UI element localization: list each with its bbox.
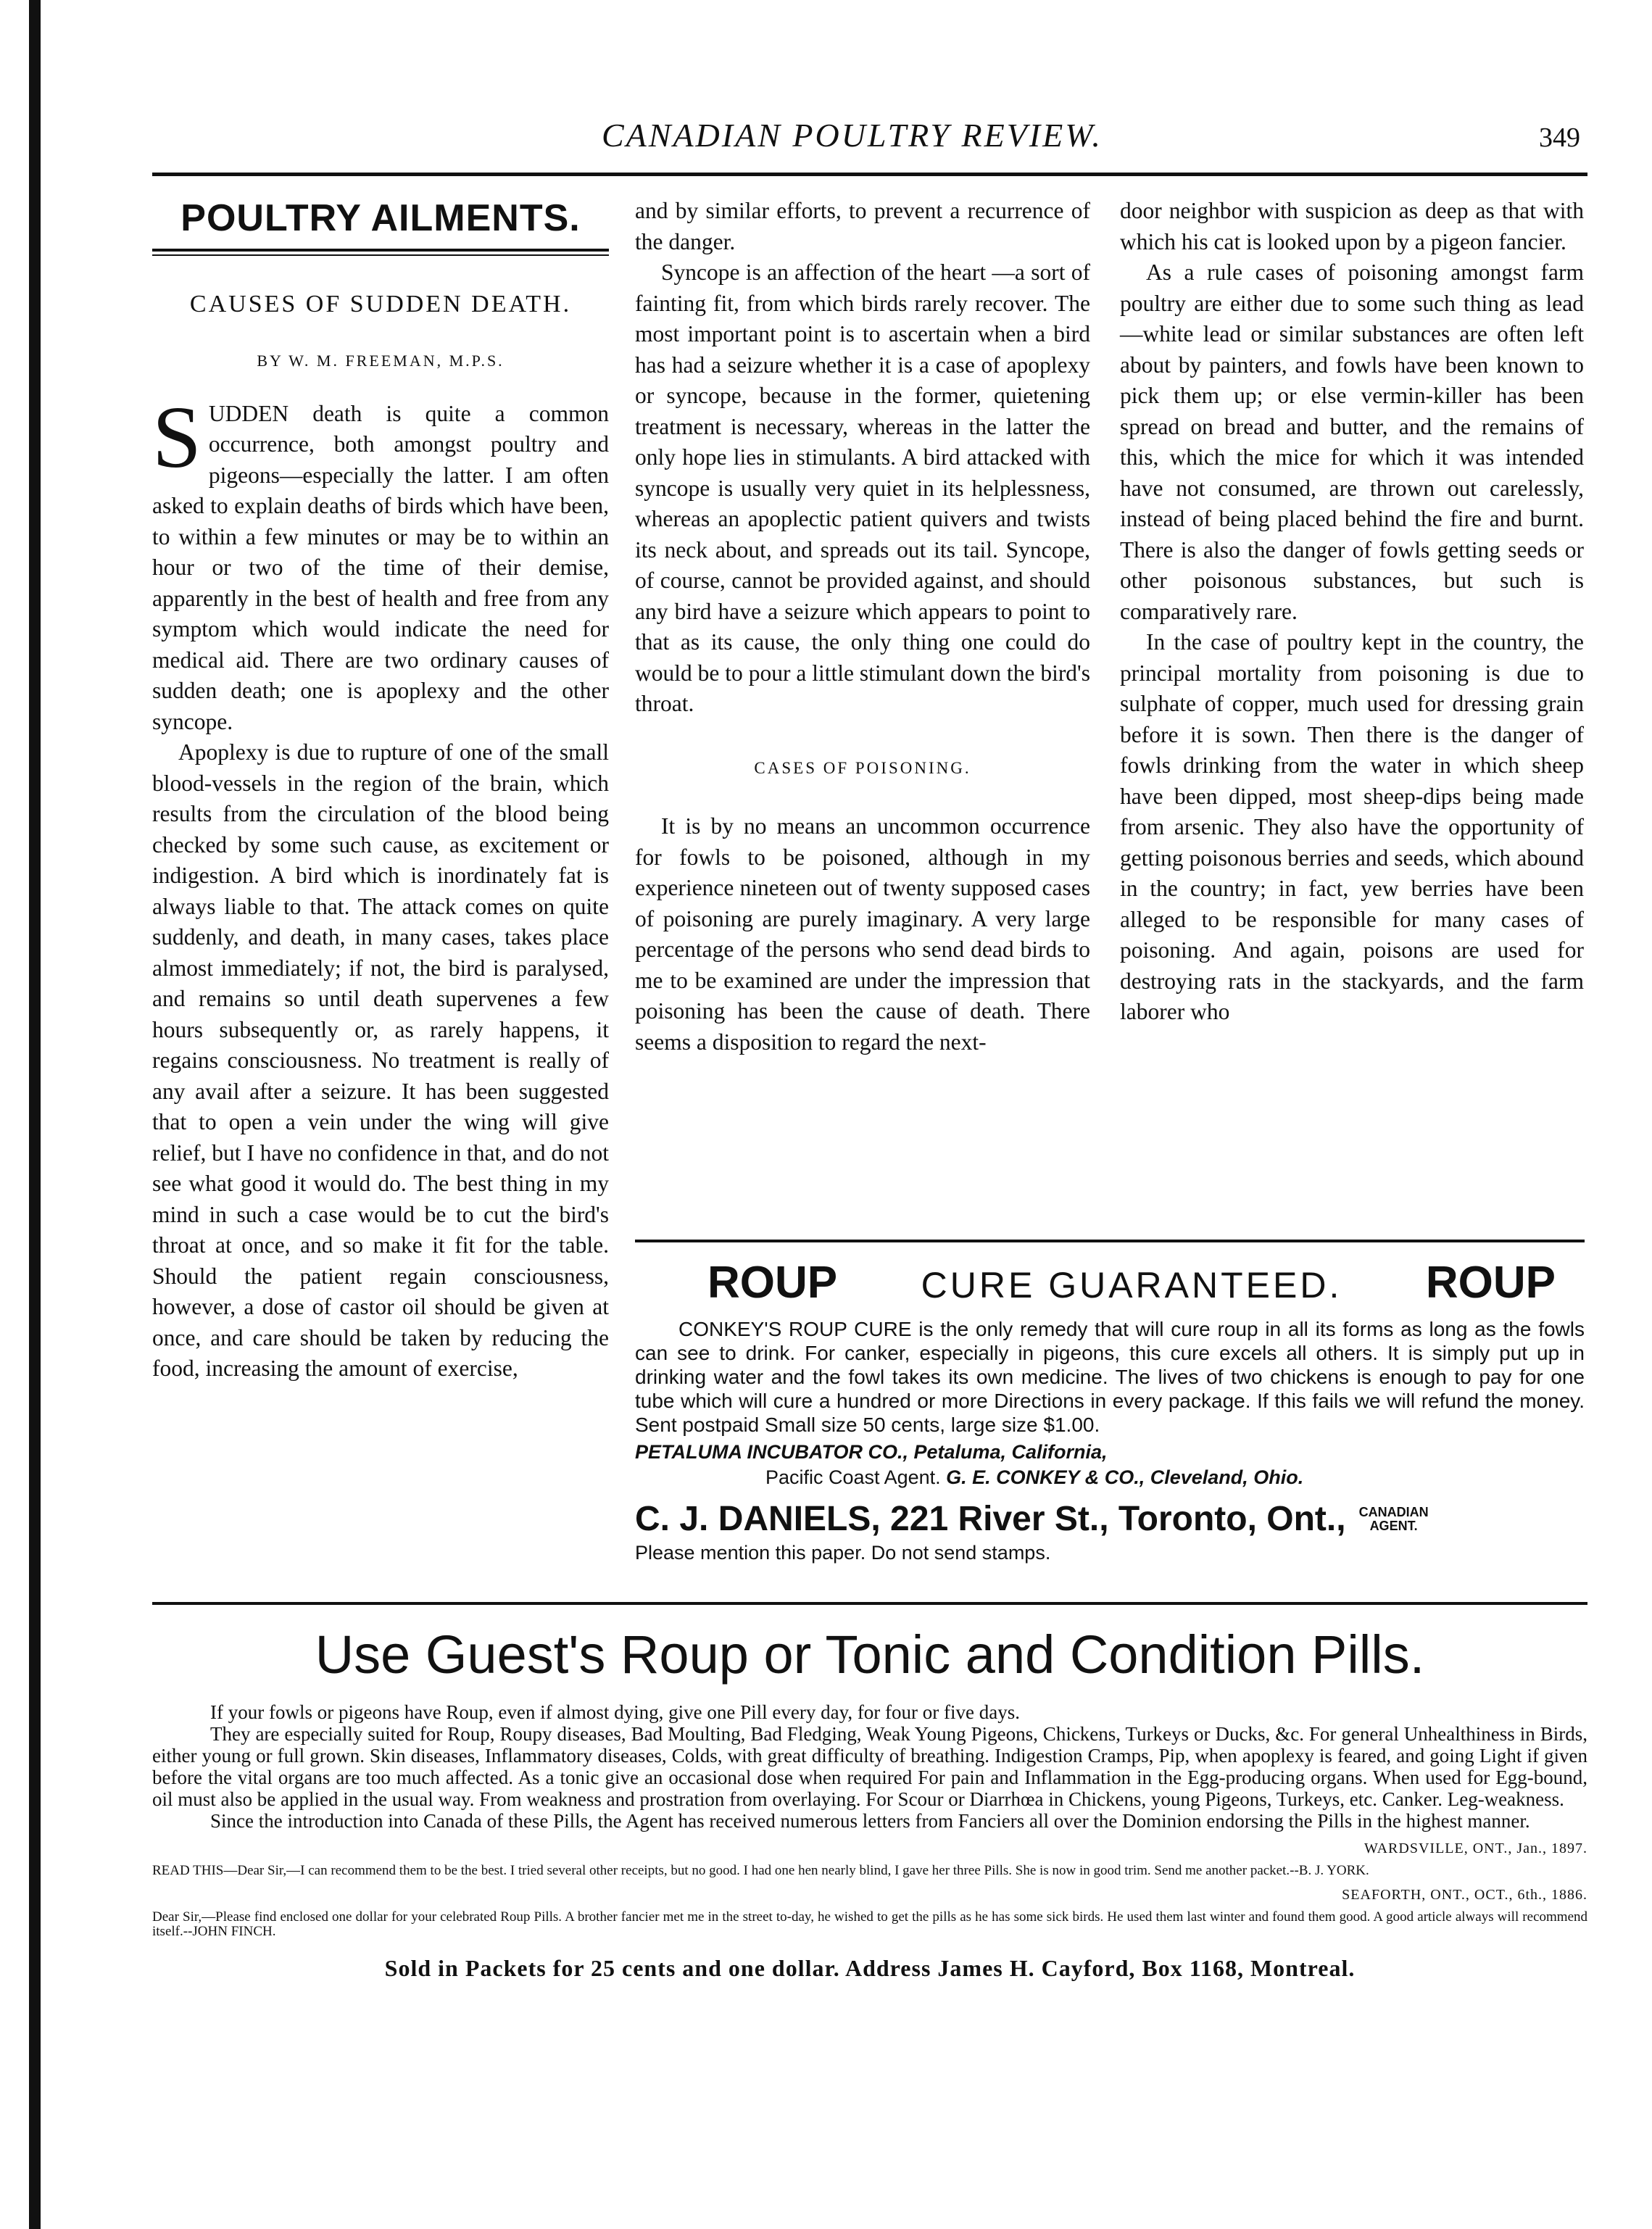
article-paragraph: door neighbor with suspicion as deep as that with which his cat is looked upon by a pigeon fancier. xyxy=(1120,198,1584,254)
article-title: POULTRY AILMENTS. xyxy=(180,197,581,239)
roup-word-left: ROUP xyxy=(707,1258,838,1308)
guest-paragraph: Since the introduction into Canada of these Pills, the Agent has received numerous letters from Fanciers all over the Dominion endorsing the Pills in the highest manner. xyxy=(210,1810,1530,1832)
roup-headline-text: CURE GUARANTEED. xyxy=(921,1265,1342,1306)
page-binding-edge xyxy=(29,0,41,2229)
agent-line: Pacific Coast Agent. G. E. CONKEY & CO., Cleveland, Ohio. xyxy=(765,1466,1304,1488)
poisoning-heading: CASES OF POISONING. xyxy=(754,758,971,777)
testimonial-date: WARDSVILLE, ONT., Jan., 1897. xyxy=(1363,1840,1587,1856)
article-paragraph: It is by no means an uncommon occurrence for fowls to be poisoned, although in my experience nineteen out of twenty supposed cases of poisoning are purely imaginary. A very large percentage of the persons who send dead birds to me to be examined are under the impression that poisoning has been the cause of death. There seems a disposition to regard the next- xyxy=(635,813,1090,1055)
roup-headline xyxy=(635,1257,1585,1308)
running-title: CANADIAN POULTRY REVIEW. xyxy=(602,117,1103,154)
page-number: 349 xyxy=(1539,123,1580,153)
mention-line: Please mention this paper. Do not send stamps. xyxy=(635,1542,1051,1564)
header-rule xyxy=(152,173,1587,176)
page-header xyxy=(145,116,1595,159)
article-paragraph: Apoplexy is due to rupture of one of the small blood-vessels in the region of the brain, which results from the circulation of the blood being checked by some such cause, as excitement or indigestion. A bird which is inordinately fat is always liable to that. The attack comes on quite suddenly, and death, in many cases, takes place almost immediately; if not, the bird is paralysed, and remains so until death supervenes a few hours subsequently or, as rarely happens, it regains consciousness. No treatment is really of any avail after a seizure. It has been suggested that to open a vein under the wing will give relief, but I have no confidence in that, and do not see what good it would do. The best thing in my mind in such a case would be to cut the bird's throat at once, and so make it fit for the table. Should the patient regain consciousness, however, a dose of castor oil should be given at once, and care should be taken by reducing the food, increasing the amount of exercise, xyxy=(152,739,609,1381)
article-column-3 xyxy=(1120,196,1584,1028)
incubator-line: PETALUMA INCUBATOR CO., Petaluma, California, xyxy=(635,1441,1108,1463)
article-paragraph: Syncope is an affection of the heart —a sort of fainting fit, from which birds rarely recover. The most important point is to ascertain when a bird has had a seizure whether it is a case of apoplexy or syncope, because in the former, quietening treatment is necessary, whereas in the latter the only hope lies in stimulants. A bird attacked with syncope is usually very quiet in its helplessness, whereas an apoplectic patient quivers and twists its neck about, and spreads out its tail. Syncope, of course, cannot be provided against, and should any bird have a seizure which appears to point to that as its cause, the only thing one could do would be to pour a little stimulant down the bird's throat. xyxy=(635,260,1090,716)
roup-cure-advertisement xyxy=(635,1240,1585,1564)
roup-word-right: ROUP xyxy=(1425,1258,1556,1308)
roup-ad-body: CONKEY'S ROUP CURE is the only remedy that will cure roup in all its forms as long as the fowls can see to drink. For canker, especially in pigeons, this cure excels all others. It is simply put up in drinking water and the fowl takes its own medicine. The lives of two chickens is enough to pay for one tube which will cure a hundred or more Directions in every package. If this fails we will refund the money. Sent postpaid Small size 50 cents, large size $1.00. xyxy=(635,1318,1585,1436)
article-byline: BY W. M. FREEMAN, M.P.S. xyxy=(257,352,505,370)
guest-ad-title: Use Guest's Roup or Tonic and Condition Pills. xyxy=(315,1624,1425,1685)
ad-rule xyxy=(635,1240,1585,1242)
testimonial-date: SEAFORTH, ONT., OCT., 6th., 1886. xyxy=(1342,1887,1587,1903)
article-column-2 xyxy=(635,196,1090,1058)
canadian-agent-label: CANADIAN AGENT. xyxy=(1358,1504,1429,1533)
article-paragraph: In the case of poultry kept in the country, the principal mortality from poisoning is due to sulphate of copper, much used for dressing grain before it is sown. Then there is the danger of fowls drinking from the water in which sheep have been dipped, most sheep-dips being made from arsenic. They also have the opportunity of getting poisonous berries and seeds, which abound in the country; in fact, yew berries have been alleged to be responsible for many cases of poisoning. And again, poisons are used for destroying rats in the stackyards, and the farm laborer who xyxy=(1120,629,1584,1024)
daniels-address: C. J. DANIELS, 221 River St., Toronto, Ont., xyxy=(635,1500,1346,1538)
testimonial: Dear Sir,—Please find enclosed one dollar for your celebrated Roup Pills. A brother fancier met me in the street to-day, he wished to get the pills as he has some sick birds. He used them last winter and found them good. A good article always will recommend itself.--JOHN FINCH. xyxy=(152,1909,1587,1939)
daniels-line xyxy=(635,1499,1585,1539)
section-rule xyxy=(152,1602,1587,1605)
title-rule xyxy=(152,249,609,256)
article-paragraph: and by similar efforts, to prevent a recurrence of the danger. xyxy=(635,198,1090,254)
drop-cap: S xyxy=(152,388,202,486)
article-subtitle: CAUSES OF SUDDEN DEATH. xyxy=(189,290,572,317)
guest-paragraph: They are especially suited for Roup, Roupy diseases, Bad Moulting, Bad Fledging, Weak Young Pigeons, Chickens, Turkeys or Ducks, &c. For general Unhealthiness in Birds, either young or full grown. Skin diseases, Inflammatory diseases, Colds, with great difficulty of breathing. Indigestion Cramps, Pip, when apoplexy is feared, and going Light if given before the vital organs are too much affected. As a tonic give an occasional dose when required For pain and Inflammation in the Egg-producing organs. When used for Egg-bound, oil must also be applied in the usual way. From weakness and prostration from overlaying. For Scour or Diarrhœa in Chickens, young Pigeons, Turkeys, etc. Canker. Leg-weakness. xyxy=(152,1723,1587,1810)
article-paragraph: SUDDEN death is quite a common occurrence, both amongst poultry and pigeons—especially the latter. I am often asked to explain deaths of birds which have been, to within a few minutes or may be to within an hour or two of the time of their demise, apparently in the best of health and free from any symptom which would indicate the need for medical aid. There are two ordinary causes of sudden death; one is apoplexy and the other syncope. xyxy=(152,388,609,734)
article-column-1 xyxy=(152,196,609,1385)
sold-line: Sold in Packets for 25 cents and one dollar. Address James H. Cayford, Box 1168, Montreal. xyxy=(384,1955,1356,1981)
article-paragraph: As a rule cases of poisoning amongst farm poultry are either due to some such thing as lead—white lead or similar substances are often left about by painters, and fowls have been known to pick them up; or else vermin-killer has been spread on bread and butter, and the remains of this, which the mice for which it was intended have not consumed, are thrown out carelessly, instead of being placed behind the fire and burnt. There is also the danger of fowls getting seeds or other poisonous substances, but such is comparatively rare. xyxy=(1120,260,1584,624)
guest-pills-advertisement xyxy=(152,1624,1587,1982)
guest-paragraph: If your fowls or pigeons have Roup, even if almost dying, give one Pill every day, for four or five days. xyxy=(210,1701,1020,1723)
guest-ad-body xyxy=(152,1701,1587,1939)
testimonial: READ THIS—Dear Sir,—I can recommend them to be the best. I tried several other receipts, but no good. I had one hen nearly blind, I gave her three Pills. She is now in good trim. Send me another packet.--B. J. YORK. xyxy=(152,1863,1369,1878)
